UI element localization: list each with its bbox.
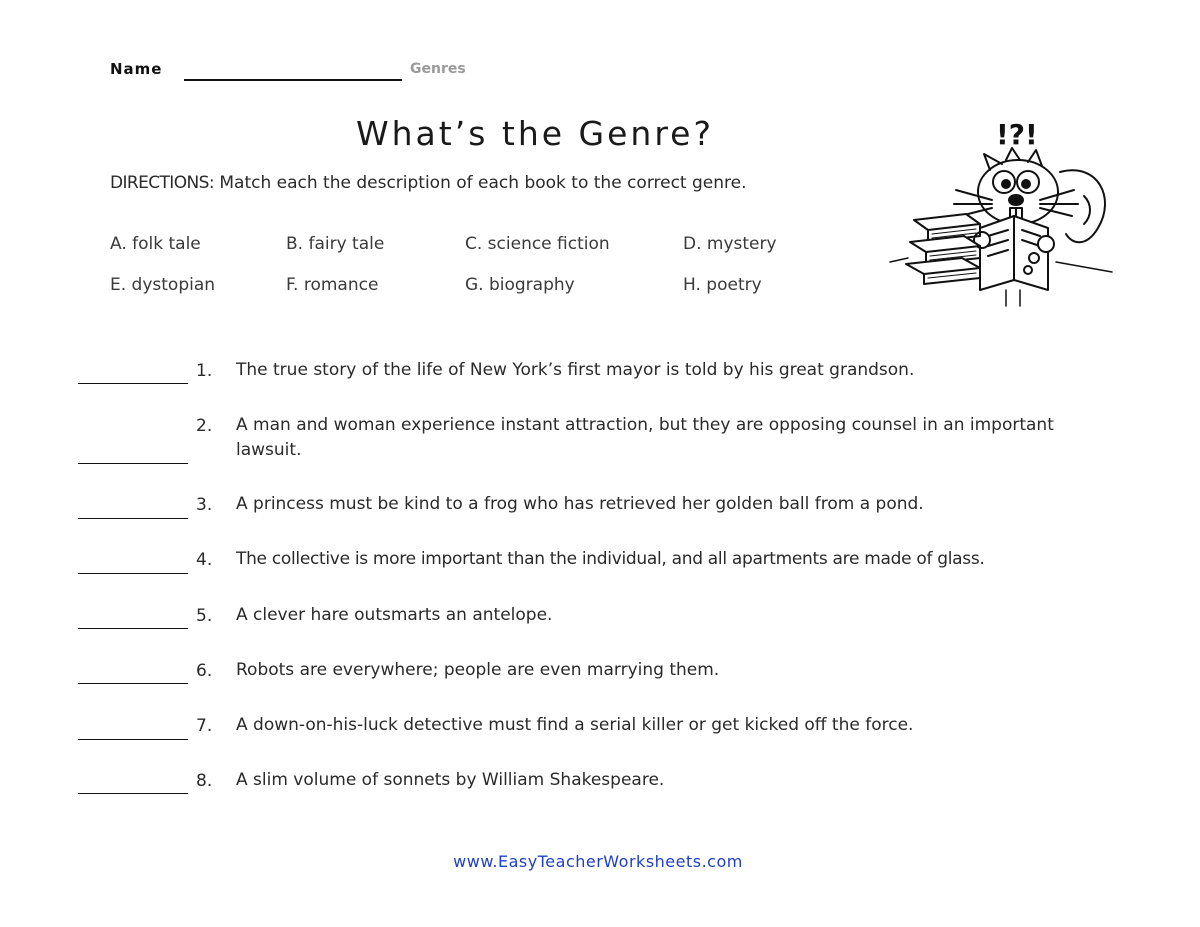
question-number: 7. xyxy=(196,716,213,736)
answer-blank-2[interactable] xyxy=(78,463,188,464)
footer-website-link[interactable]: www.EasyTeacherWorksheets.com xyxy=(453,852,743,871)
exclamation-mark: !?! xyxy=(996,118,1038,151)
question-number: 5. xyxy=(196,606,213,626)
choice-g: G. biography xyxy=(465,275,575,295)
question-number: 6. xyxy=(196,661,213,681)
question-text: A princess must be kind to a frog who has retrieved her golden ball from a pond. xyxy=(236,494,924,514)
answer-blank-5[interactable] xyxy=(78,628,188,629)
question-text: A man and woman experience instant attraction, but they are opposing counsel in an important lawsuit. xyxy=(236,415,1054,460)
choice-c: C. science fiction xyxy=(465,234,610,254)
directions-text: Match each the description of each book to the correct genre. xyxy=(213,173,747,193)
name-field-line[interactable] xyxy=(184,79,402,81)
question-text: A clever hare outsmarts an antelope. xyxy=(236,605,553,625)
squirrel-reading-book-icon xyxy=(884,112,1116,308)
question-text: The true story of the life of New York’s first mayor is told by his great grandson. xyxy=(236,360,915,380)
answer-blank-8[interactable] xyxy=(78,793,188,794)
choice-h: H. poetry xyxy=(683,275,762,295)
question-text: The collective is more important than the individual, and all apartments are made of glass. xyxy=(236,549,985,569)
question-text: A down-on-his-luck detective must find a serial killer or get kicked off the force. xyxy=(236,715,914,735)
name-label: Name xyxy=(110,60,163,78)
question-text: A slim volume of sonnets by William Shakespeare. xyxy=(236,770,665,790)
directions xyxy=(110,173,747,193)
choice-e: E. dystopian xyxy=(110,275,216,295)
answer-blank-4[interactable] xyxy=(78,573,188,574)
directions-label: DIRECTIONS: xyxy=(110,173,214,193)
choice-a: A. folk tale xyxy=(110,234,201,254)
question-number: 4. xyxy=(196,550,213,570)
question-number: 3. xyxy=(196,495,213,515)
question-text: Robots are everywhere; people are even marrying them. xyxy=(236,660,720,680)
topic-label: Genres xyxy=(410,61,466,77)
answer-blank-1[interactable] xyxy=(78,383,188,384)
question-number: 2. xyxy=(196,416,213,436)
answer-blank-7[interactable] xyxy=(78,739,188,740)
choice-b: B. fairy tale xyxy=(286,234,385,254)
worksheet-title: What’s the Genre? xyxy=(356,114,714,153)
question-number: 8. xyxy=(196,771,213,791)
choice-f: F. romance xyxy=(286,275,379,295)
question-number: 1. xyxy=(196,361,213,381)
choice-d: D. mystery xyxy=(683,234,777,254)
answer-blank-6[interactable] xyxy=(78,683,188,684)
answer-blank-3[interactable] xyxy=(78,518,188,519)
